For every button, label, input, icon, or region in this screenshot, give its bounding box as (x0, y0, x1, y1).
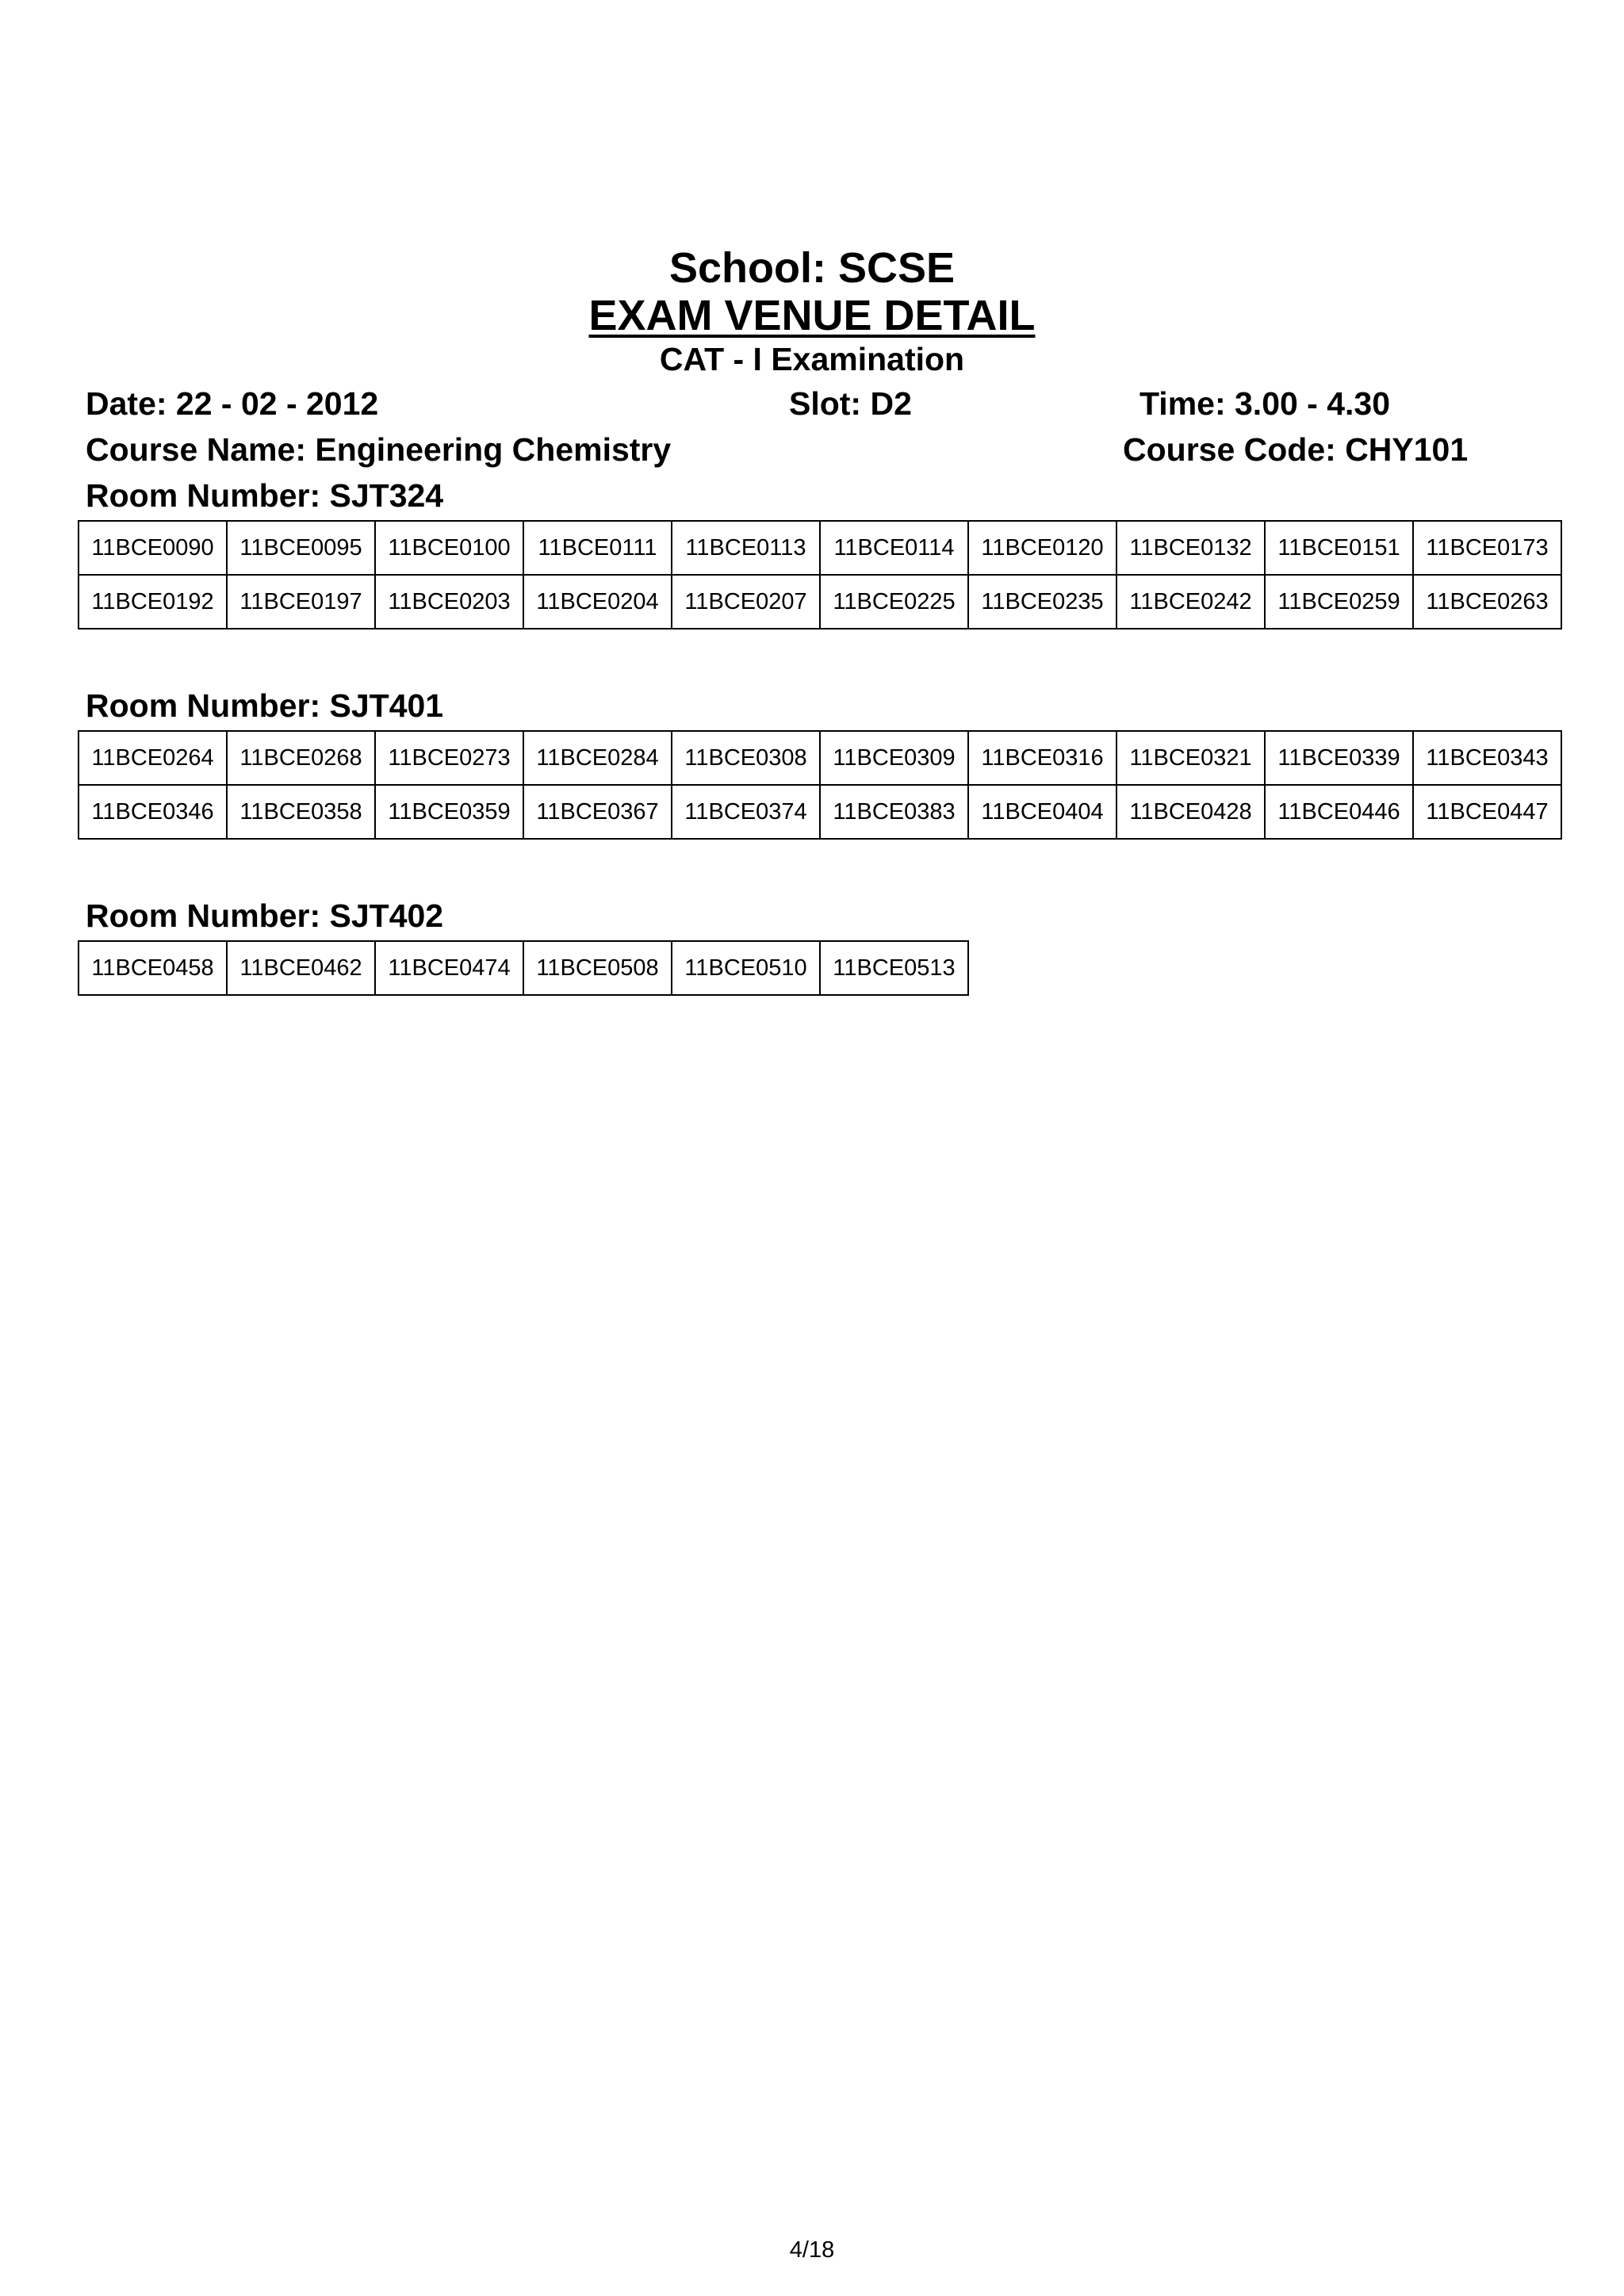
roll-number-cell: 11BCE0090 (79, 521, 227, 575)
school-heading: School: SCSE (668, 244, 956, 292)
roll-table-body (79, 731, 1561, 839)
roll-number-cell: 11BCE0242 (1116, 575, 1265, 629)
roll-number-cell: 11BCE0321 (1116, 731, 1265, 785)
roll-number-cell: 11BCE0404 (968, 785, 1116, 839)
roll-number-cell: 11BCE0358 (227, 785, 375, 839)
document-title: EXAM VENUE DETAIL (588, 292, 1036, 339)
roll-number-cell: 11BCE0383 (820, 785, 968, 839)
roll-number-cell: 11BCE0508 (523, 941, 672, 995)
roll-table-body (79, 941, 968, 995)
roll-table-body (79, 521, 1561, 629)
table-row (79, 575, 1561, 629)
roll-number-cell: 11BCE0346 (79, 785, 227, 839)
roll-number-cell: 11BCE0095 (227, 521, 375, 575)
roll-table (78, 730, 1562, 840)
roll-number-cell: 11BCE0510 (672, 941, 820, 995)
table-row (79, 521, 1561, 575)
roll-number-cell: 11BCE0446 (1265, 785, 1413, 839)
roll-number-cell: 11BCE0474 (375, 941, 523, 995)
roll-number-cell: 11BCE0447 (1413, 785, 1561, 839)
roll-number-cell: 11BCE0273 (375, 731, 523, 785)
course-code: Course Code: CHY101 (1123, 431, 1469, 468)
roll-number-cell: 11BCE0204 (523, 575, 672, 629)
roll-number-cell: 11BCE0173 (1413, 521, 1561, 575)
roll-number-cell: 11BCE0120 (968, 521, 1116, 575)
roll-number-cell: 11BCE0207 (672, 575, 820, 629)
table-row (79, 731, 1561, 785)
roll-number-cell: 11BCE0359 (375, 785, 523, 839)
room-heading: Room Number: SJT324 (86, 477, 444, 514)
roll-number-cell: 11BCE0308 (672, 731, 820, 785)
roll-number-cell: 11BCE0462 (227, 941, 375, 995)
roll-number-cell: 11BCE0343 (1413, 731, 1561, 785)
roll-number-cell: 11BCE0428 (1116, 785, 1265, 839)
roll-number-cell: 11BCE0268 (227, 731, 375, 785)
roll-number-cell: 11BCE0367 (523, 785, 672, 839)
roll-number-cell: 11BCE0100 (375, 521, 523, 575)
roll-number-cell: 11BCE0309 (820, 731, 968, 785)
roll-number-cell: 11BCE0225 (820, 575, 968, 629)
roll-table (78, 520, 1562, 629)
course-name: Course Name: Engineering Chemistry (86, 431, 672, 468)
roll-number-cell: 11BCE0339 (1265, 731, 1413, 785)
room-heading: Room Number: SJT402 (86, 897, 444, 934)
roll-number-cell: 11BCE0151 (1265, 521, 1413, 575)
roll-number-cell: 11BCE0263 (1413, 575, 1561, 629)
roll-number-cell: 11BCE0458 (79, 941, 227, 995)
exam-slot: Slot: D2 (789, 385, 912, 422)
roll-number-cell: 11BCE0264 (79, 731, 227, 785)
roll-number-cell: 11BCE0316 (968, 731, 1116, 785)
page-number: 4/18 (789, 2237, 835, 2263)
roll-number-cell: 11BCE0132 (1116, 521, 1265, 575)
roll-number-cell: 11BCE0513 (820, 941, 968, 995)
table-row (79, 785, 1561, 839)
roll-number-cell: 11BCE0203 (375, 575, 523, 629)
roll-number-cell: 11BCE0284 (523, 731, 672, 785)
roll-number-cell: 11BCE0114 (820, 521, 968, 575)
roll-number-cell: 11BCE0374 (672, 785, 820, 839)
roll-number-cell: 11BCE0111 (523, 521, 672, 575)
exam-date: Date: 22 - 02 - 2012 (86, 385, 379, 422)
roll-table (78, 940, 969, 996)
table-row (79, 941, 968, 995)
exam-time: Time: 3.00 - 4.30 (1139, 385, 1391, 422)
room-heading: Room Number: SJT401 (86, 687, 444, 724)
roll-number-cell: 11BCE0259 (1265, 575, 1413, 629)
roll-number-cell: 11BCE0192 (79, 575, 227, 629)
roll-number-cell: 11BCE0113 (672, 521, 820, 575)
exam-name: CAT - I Examination (659, 341, 965, 377)
roll-number-cell: 11BCE0235 (968, 575, 1116, 629)
roll-number-cell: 11BCE0197 (227, 575, 375, 629)
